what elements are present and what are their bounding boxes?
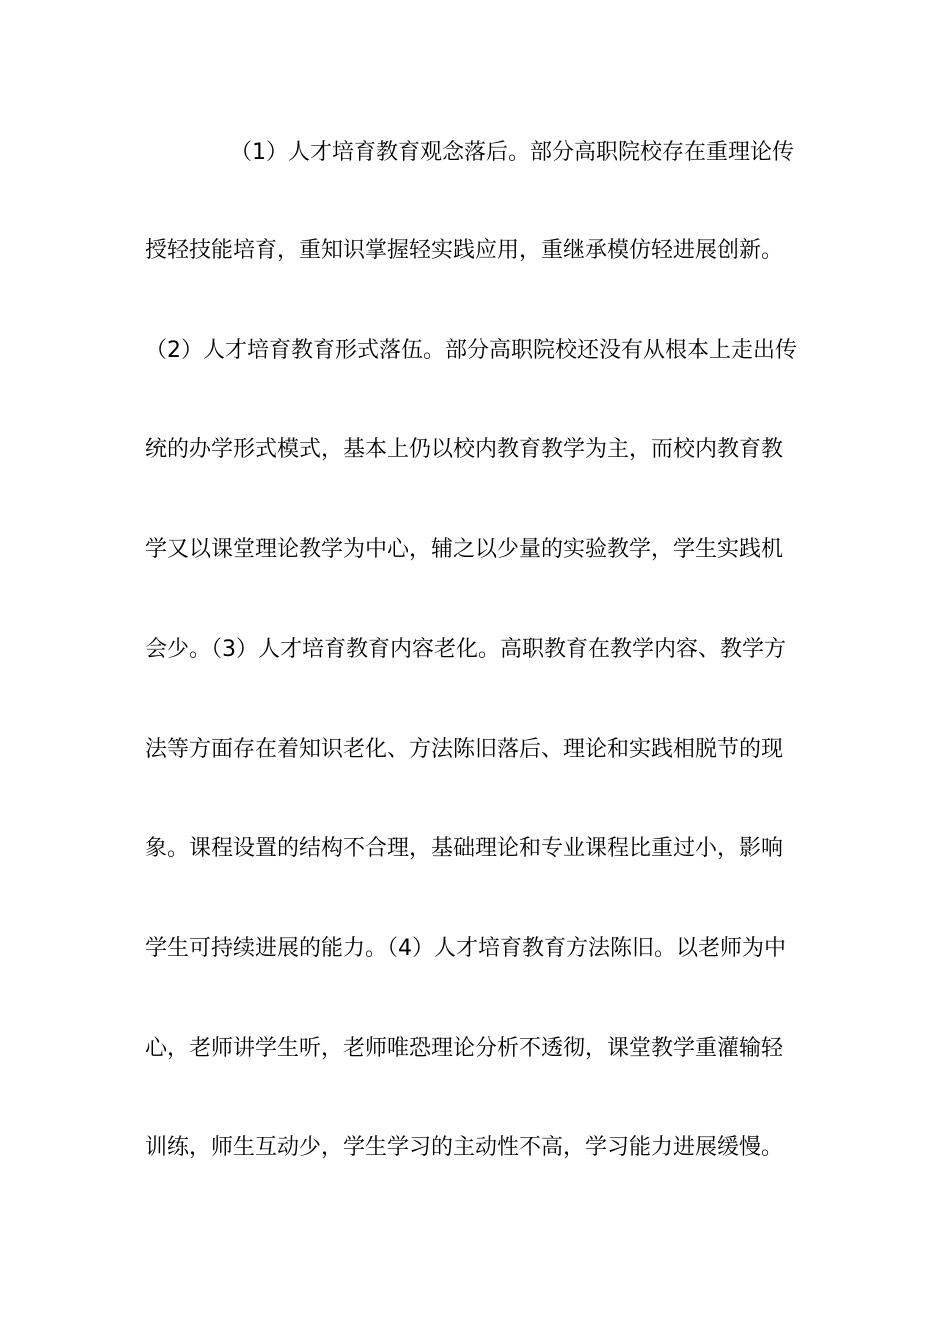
paragraph-line: 学又以课堂理论教学为中心，辅之以少量的实验教学，学生实践机 — [145, 537, 784, 562]
paragraph-line: （1）人才培育教育观念落后。部分高职院校存在重理论传 — [230, 140, 794, 165]
paragraph-line: 训练，师生互动少，学生学习的主动性不高，学习能力进展缓慢。 — [145, 1135, 784, 1160]
paragraph-line: 法等方面存在着知识老化、方法陈旧落后、理论和实践相脱节的现 — [145, 737, 784, 762]
paragraph-line: 学生可持续进展的能力。（4）人才培育教育方法陈旧。以老师为中 — [145, 936, 786, 961]
paragraph-line: 象。课程设置的结构不合理，基础理论和专业课程比重过小，影响 — [145, 836, 784, 861]
paragraph-line: 会少。（3）人才培育教育内容老化。高职教育在教学内容、教学方 — [145, 637, 786, 662]
paragraph-line: 授轻技能培育，重知识掌握轻实践应用，重继承模仿轻进展创新。 — [145, 238, 784, 263]
paragraph-line: （2）人才培育教育形式落伍。部分高职院校还没有从根本上走出传 — [145, 338, 797, 363]
paragraph-line: 统的办学形式模式，基本上仍以校内教育教学为主，而校内教育教 — [145, 437, 784, 462]
paragraph-line: 心，老师讲学生听，老师唯恐理论分析不透彻，课堂教学重灌输轻 — [145, 1036, 784, 1061]
